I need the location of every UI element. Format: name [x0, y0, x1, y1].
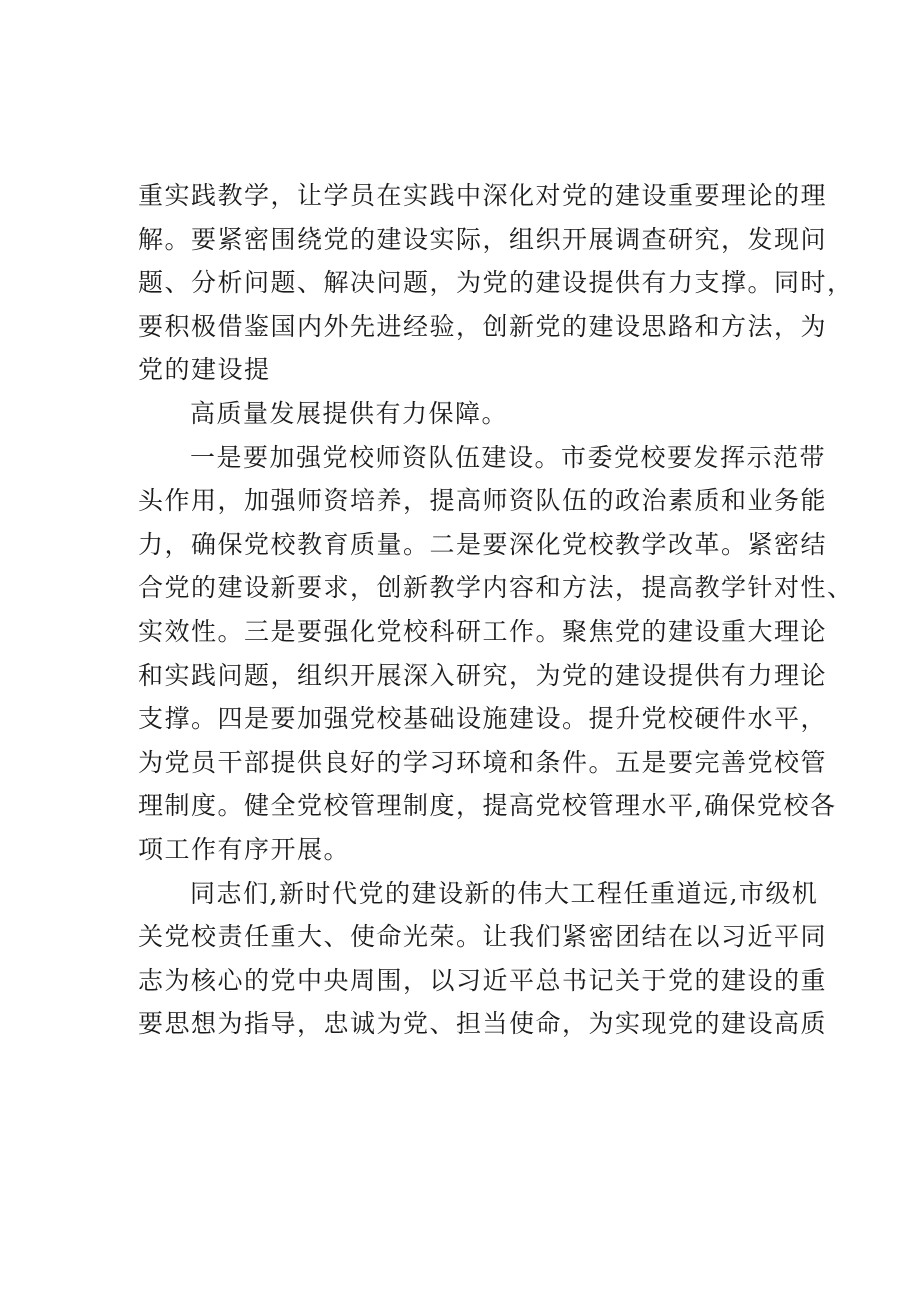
- text-line: 项工作有序开展。: [138, 834, 351, 864]
- text-line: 合党的建设新要求，创新教学内容和方法，提高教学针对性、: [138, 573, 854, 603]
- text-line: 解。要紧密围绕党的建设实际，组织开展调查研究，发现问: [138, 224, 828, 254]
- text-line: 理制度。健全党校管理制度，提高党校管理水平,确保党校各: [138, 791, 837, 821]
- text-line: 支撑。四是要加强党校基础设施建设。提升党校硬件水平，: [138, 704, 828, 734]
- body-text: [138, 174, 854, 1046]
- text-line: 力，确保党校教育质量。二是要深化党校教学改革。紧密结: [138, 529, 828, 559]
- text-line: 和实践问题，组织开展深入研究，为党的建设提供有力理论: [138, 660, 828, 690]
- text-line: 要思想为指导，忠诚为党、担当使命，为实现党的建设高质: [138, 1009, 828, 1039]
- text-line: 题、分析问题、解决问题，为党的建设提供有力支撑。同时，: [138, 268, 854, 298]
- text-line: 要积极借鉴国内外先进经验，创新党的建设思路和方法，为: [138, 311, 828, 341]
- text-line: 同志们,新时代党的建设新的伟大工程任重道远,市级机: [190, 878, 819, 908]
- text-line: 为党员干部提供良好的学习环境和条件。五是要完善党校管: [138, 747, 828, 777]
- text-line: 重实践教学，让学员在实践中深化对党的建设重要理论的理: [138, 181, 828, 210]
- text-line: 党的建设提: [138, 355, 271, 385]
- text-line: 一是要加强党校师资队伍建设。市委党校要发挥示范带: [190, 442, 827, 472]
- text-line: 高质量发展提供有力保障。: [190, 398, 509, 428]
- text-line: 实效性。三是要强化党校科研工作。聚焦党的建设重大理论: [138, 616, 828, 646]
- text-line: 关党校责任重大、使命光荣。让我们紧密团结在以习近平同: [138, 922, 828, 952]
- text-line: 志为核心的党中央周围，以习近平总书记关于党的建设的重: [138, 965, 828, 995]
- text-line: 头作用，加强师资培养，提高师资队伍的政治素质和业务能: [138, 486, 828, 516]
